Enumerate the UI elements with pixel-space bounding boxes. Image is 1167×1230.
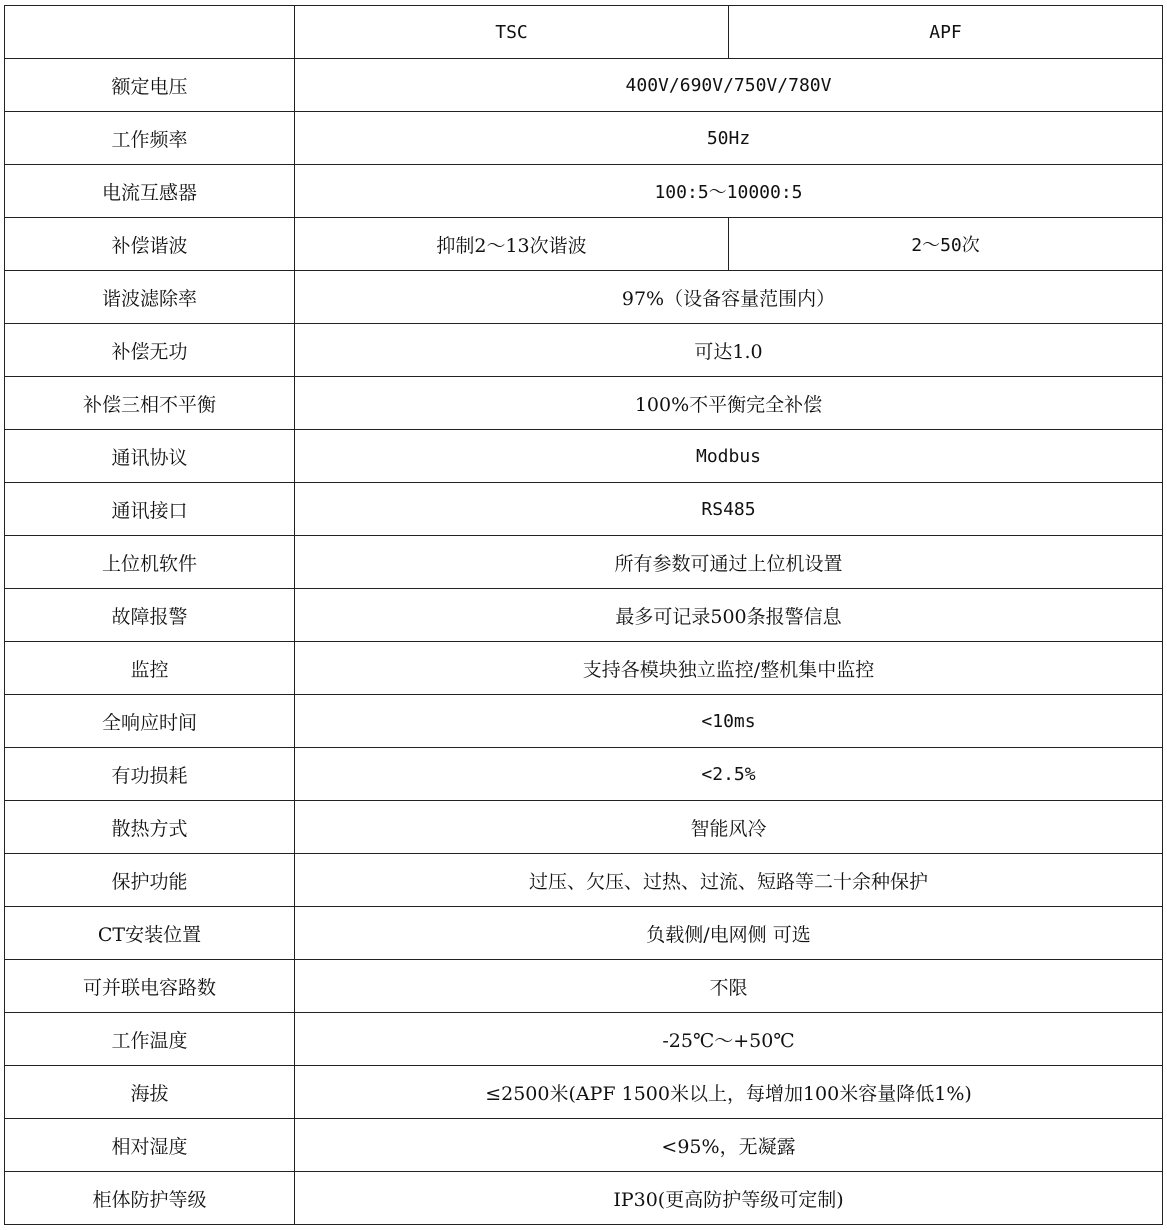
table-row (5, 271, 1163, 324)
row-value: <95%，无凝露 (295, 1119, 1163, 1172)
row-label: 补偿无功 (5, 324, 295, 377)
table-header-row (5, 6, 1163, 59)
header-tsc: TSC (295, 6, 729, 59)
row-label: 工作频率 (5, 112, 295, 165)
row-label: 谐波滤除率 (5, 271, 295, 324)
row-value: RS485 (295, 483, 1163, 536)
row-value: 100:5～10000:5 (295, 165, 1163, 218)
row-label: 通讯接口 (5, 483, 295, 536)
row-value: 智能风冷 (295, 801, 1163, 854)
row-label: 相对湿度 (5, 1119, 295, 1172)
row-label: CT安装位置 (5, 907, 295, 960)
row-value: 97%（设备容量范围内） (295, 271, 1163, 324)
table-row (5, 1013, 1163, 1066)
row-label: 额定电压 (5, 59, 295, 112)
row-value: 400V/690V/750V/780V (295, 59, 1163, 112)
header-corner-cell (5, 6, 295, 59)
row-value: IP30(更高防护等级可定制) (295, 1172, 1163, 1225)
row-label: 补偿三相不平衡 (5, 377, 295, 430)
table-row (5, 1172, 1163, 1225)
row-value: ≤2500米(APF 1500米以上，每增加100米容量降低1%) (295, 1066, 1163, 1119)
row-value-tsc: 抑制2～13次谐波 (295, 218, 729, 271)
table-row (5, 960, 1163, 1013)
row-label: 故障报警 (5, 589, 295, 642)
row-label: 有功损耗 (5, 748, 295, 801)
row-label: 通讯协议 (5, 430, 295, 483)
row-label: 电流互感器 (5, 165, 295, 218)
table-row (5, 165, 1163, 218)
table-row (5, 324, 1163, 377)
table-row (5, 536, 1163, 589)
table-row (5, 589, 1163, 642)
row-label: 工作温度 (5, 1013, 295, 1066)
row-label: 补偿谐波 (5, 218, 295, 271)
row-value: 最多可记录500条报警信息 (295, 589, 1163, 642)
row-value: -25℃～+50℃ (295, 1013, 1163, 1066)
row-value: 所有参数可通过上位机设置 (295, 536, 1163, 589)
table-row (5, 483, 1163, 536)
header-apf: APF (729, 6, 1163, 59)
spec-table (4, 5, 1163, 1225)
row-label: 上位机软件 (5, 536, 295, 589)
table-row (5, 642, 1163, 695)
row-label: 散热方式 (5, 801, 295, 854)
row-label: 柜体防护等级 (5, 1172, 295, 1225)
row-label: 全响应时间 (5, 695, 295, 748)
table-row (5, 377, 1163, 430)
row-label: 监控 (5, 642, 295, 695)
table-row (5, 430, 1163, 483)
row-value: 50Hz (295, 112, 1163, 165)
table-row (5, 748, 1163, 801)
table-row (5, 907, 1163, 960)
table-row (5, 112, 1163, 165)
table-row (5, 801, 1163, 854)
table-row (5, 218, 1163, 271)
table-row (5, 854, 1163, 907)
row-value: 支持各模块独立监控/整机集中监控 (295, 642, 1163, 695)
row-label: 海拔 (5, 1066, 295, 1119)
row-value: 不限 (295, 960, 1163, 1013)
table-row (5, 1066, 1163, 1119)
row-value: 负载侧/电网侧 可选 (295, 907, 1163, 960)
row-value: 过压、欠压、过热、过流、短路等二十余种保护 (295, 854, 1163, 907)
table-row (5, 1119, 1163, 1172)
row-label: 保护功能 (5, 854, 295, 907)
row-label: 可并联电容路数 (5, 960, 295, 1013)
row-value: <10ms (295, 695, 1163, 748)
row-value: <2.5% (295, 748, 1163, 801)
table-row (5, 59, 1163, 112)
row-value: 可达1.0 (295, 324, 1163, 377)
table-row (5, 695, 1163, 748)
row-value: Modbus (295, 430, 1163, 483)
row-value-apf: 2～50次 (729, 218, 1163, 271)
row-value: 100%不平衡完全补偿 (295, 377, 1163, 430)
